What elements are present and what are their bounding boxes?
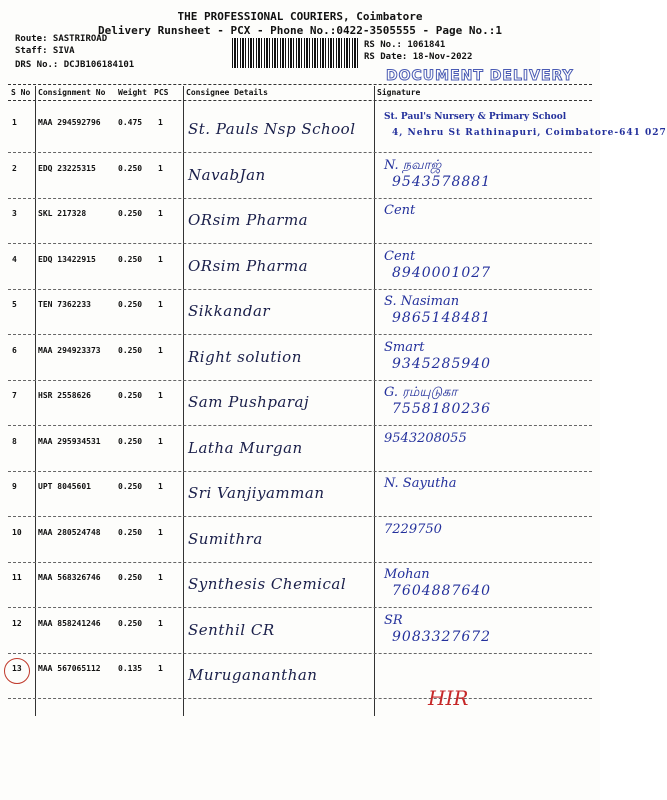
signature-line-1: 7229750: [384, 522, 442, 537]
weight-value: 0.250: [118, 619, 143, 628]
red-handwritten-note: HIR: [428, 686, 469, 710]
signature-line-2: 9083327672: [392, 629, 492, 645]
consignee-name: Sumithra: [188, 530, 263, 548]
col-weight: Weight: [118, 88, 147, 97]
consignment-number: MAA 294592796: [38, 118, 101, 127]
row-divider: [8, 289, 592, 290]
pcs-value: 1: [158, 255, 163, 264]
row-sno: 11: [12, 573, 22, 582]
consignee-name: Sikkandar: [188, 302, 271, 320]
row-divider: [8, 562, 592, 563]
row-divider: [8, 334, 592, 335]
row-divider: [8, 152, 592, 153]
row-13-circle-mark: [4, 658, 30, 684]
weight-value: 0.250: [118, 437, 143, 446]
pcs-value: 1: [158, 573, 163, 582]
column-divider: [374, 86, 375, 716]
consignee-name: Sam Pushparaj: [188, 393, 310, 411]
weight-value: 0.250: [118, 300, 143, 309]
signature-line-2: 7604887640: [392, 583, 492, 599]
row-divider: [8, 471, 592, 472]
col-signature: Signature: [377, 88, 421, 97]
consignee-name: Murugananthan: [188, 666, 318, 684]
signature-line-1: St. Paul's Nursery & Primary School: [384, 112, 567, 122]
signature-line-1: SR: [384, 613, 403, 628]
row-divider: [8, 698, 592, 699]
row-sno: 12: [12, 619, 22, 628]
row-sno: 3: [12, 209, 17, 218]
row-divider: [8, 425, 592, 426]
signature-line-2: 9345285940: [392, 356, 492, 372]
pcs-value: 1: [158, 619, 163, 628]
pcs-value: 1: [158, 437, 163, 446]
consignment-number: EDQ 13422915: [38, 255, 96, 264]
staff-label: Staff: SIVA: [15, 46, 75, 56]
consignee-name: NavabJan: [188, 166, 266, 184]
signature-line-2: 4, Nehru St Rathinapuri, Coimbatore-641 027: [392, 128, 667, 138]
row-divider: [8, 198, 592, 199]
consignee-name: Right solution: [188, 348, 302, 366]
row-divider: [8, 243, 592, 244]
row-sno: 4: [12, 255, 17, 264]
row-divider: [8, 380, 592, 381]
signature-line-2: 8940001027: [392, 265, 492, 281]
weight-value: 0.250: [118, 164, 143, 173]
pcs-value: 1: [158, 528, 163, 537]
row-sno: 7: [12, 391, 17, 400]
column-divider: [35, 86, 36, 716]
signature-line-1: Mohan: [384, 567, 430, 582]
signature-line-1: N. Sayutha: [384, 476, 457, 491]
header-top-rule: [8, 84, 592, 85]
weight-value: 0.250: [118, 528, 143, 537]
signature-line-1: Smart: [384, 340, 425, 355]
pcs-value: 1: [158, 118, 163, 127]
signature-line-1: G. ரம்யுடுகா: [384, 385, 458, 400]
consignment-number: HSR 2558626: [38, 391, 91, 400]
row-divider: [8, 653, 592, 654]
row-sno: 9: [12, 482, 17, 491]
consignment-number: MAA 280524748: [38, 528, 101, 537]
barcode: [232, 38, 358, 68]
consignee-name: Senthil CR: [188, 621, 275, 639]
weight-value: 0.250: [118, 209, 143, 218]
weight-value: 0.475: [118, 118, 143, 127]
consignment-number: EDQ 23225315: [38, 164, 96, 173]
weight-value: 0.135: [118, 664, 143, 673]
consignee-name: Latha Murgan: [188, 439, 303, 457]
pcs-value: 1: [158, 482, 163, 491]
consignment-number: MAA 568326746: [38, 573, 101, 582]
signature-line-1: Cent: [384, 249, 416, 264]
route-label: Route: SASTRIROAD: [15, 34, 108, 44]
pcs-value: 1: [158, 164, 163, 173]
signature-line-1: Cent: [384, 203, 416, 218]
weight-value: 0.250: [118, 573, 143, 582]
column-divider: [183, 86, 184, 716]
pcs-value: 1: [158, 300, 163, 309]
pcs-value: 1: [158, 664, 163, 673]
row-divider: [8, 516, 592, 517]
header-bottom-rule: [8, 100, 592, 101]
row-sno: 6: [12, 346, 17, 355]
consignment-number: TEN 7362233: [38, 300, 91, 309]
col-consignment: Consignment No: [38, 88, 106, 97]
row-sno: 8: [12, 437, 17, 446]
signature-line-2: 9543578881: [392, 174, 492, 190]
signature-line-1: 9543208055: [384, 431, 467, 446]
consignment-number: MAA 858241246: [38, 619, 101, 628]
row-sno: 5: [12, 300, 17, 309]
drs-number: DRS No.: DCJB106184101: [15, 60, 135, 70]
signature-line-1: S. Nasiman: [384, 294, 460, 309]
weight-value: 0.250: [118, 391, 143, 400]
consignee-name: Sri Vanjiyamman: [188, 484, 325, 502]
row-sno: 10: [12, 528, 22, 537]
row-sno: 13: [12, 664, 22, 673]
col-consignee: Consignee Details: [186, 88, 268, 97]
signature-line-2: 9865148481: [392, 310, 492, 326]
consignee-name: ORsim Pharma: [188, 211, 309, 229]
row-sno: 2: [12, 164, 17, 173]
consignment-number: UPT 8045601: [38, 482, 91, 491]
pcs-value: 1: [158, 346, 163, 355]
consignee-name: ORsim Pharma: [188, 257, 309, 275]
consignment-number: SKL 217328: [38, 209, 87, 218]
consignment-number: MAA 567065112: [38, 664, 101, 673]
weight-value: 0.250: [118, 482, 143, 491]
consignment-number: MAA 294923373: [38, 346, 101, 355]
consignment-number: MAA 295934531: [38, 437, 101, 446]
consignee-name: St. Pauls Nsp School: [188, 120, 356, 138]
company-title: THE PROFESSIONAL COURIERS, Coimbatore: [177, 10, 423, 23]
signature-line-1: N. நவாஜ்: [384, 158, 442, 173]
col-sno: S No: [11, 88, 31, 97]
rs-number: RS No.: 1061841: [364, 40, 446, 50]
consignee-name: Synthesis Chemical: [188, 575, 347, 593]
col-pcs: PCS: [154, 88, 169, 97]
pcs-value: 1: [158, 391, 163, 400]
row-sno: 1: [12, 118, 17, 127]
document-delivery-stamp: DOCUMENT DELIVERY: [386, 68, 574, 84]
pcs-value: 1: [158, 209, 163, 218]
weight-value: 0.250: [118, 346, 143, 355]
rs-date: RS Date: 18-Nov-2022: [364, 52, 473, 62]
signature-line-2: 7558180236: [392, 401, 492, 417]
weight-value: 0.250: [118, 255, 143, 264]
runsheet-title: Delivery Runsheet - PCX - Phone No.:0422-3505555 - Page No.:1: [98, 24, 502, 37]
row-divider: [8, 607, 592, 608]
